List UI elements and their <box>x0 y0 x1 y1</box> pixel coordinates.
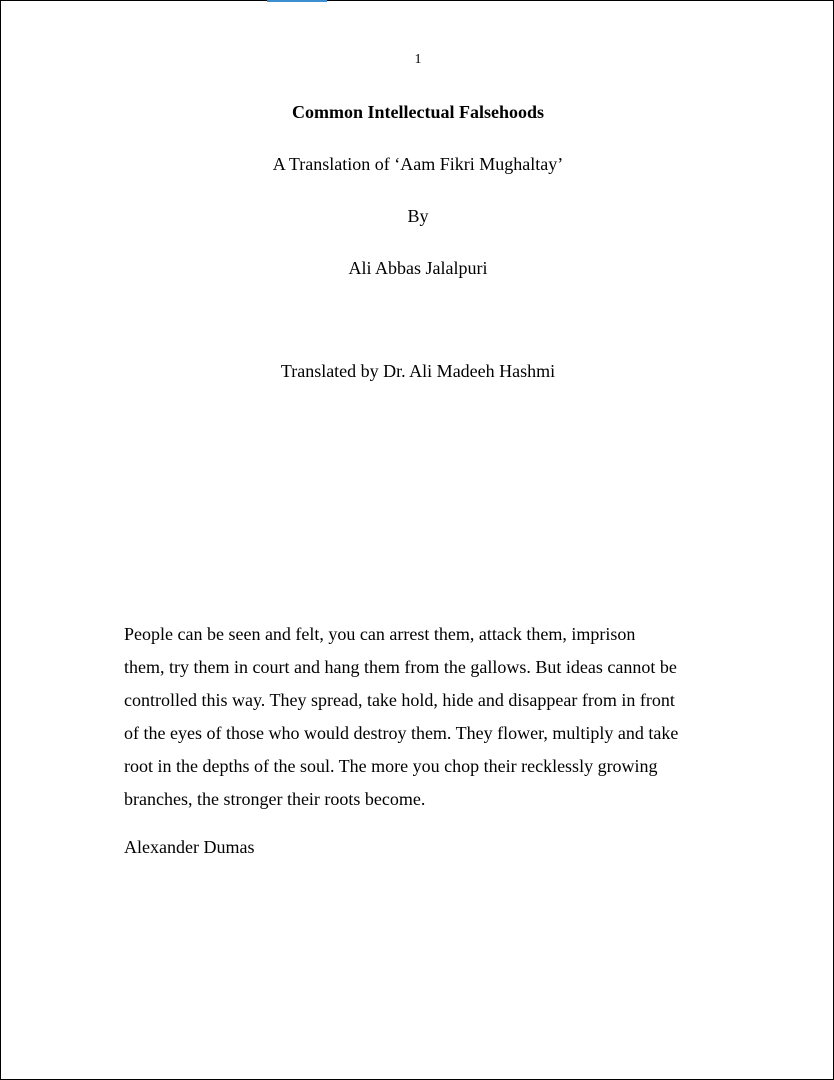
epigraph-line: of the eyes of those who would destroy them. They flower, multiply and take <box>124 723 679 743</box>
epigraph-quote <box>124 618 724 816</box>
epigraph-attribution: Alexander Dumas <box>124 837 255 857</box>
by-line: By <box>407 206 429 226</box>
epigraph-line: controlled this way. They spread, take hold, hide and disappear from in front <box>124 690 675 710</box>
selection-accent <box>267 0 327 2</box>
author-name: Ali Abbas Jalalpuri <box>348 258 488 278</box>
epigraph-line: People can be seen and felt, you can arrest them, attack them, imprison <box>124 624 636 644</box>
translator-credit: Translated by Dr. Ali Madeeh Hashmi <box>280 361 556 381</box>
page-number: 1 <box>414 52 422 67</box>
epigraph-line: them, try them in court and hang them from the gallows. But ideas cannot be <box>124 657 677 677</box>
epigraph-line: branches, the stronger their roots become. <box>124 789 426 809</box>
document-title: Common Intellectual Falsehoods <box>292 102 544 122</box>
epigraph-line: root in the depths of the soul. The more you chop their recklessly growing <box>124 756 658 776</box>
document-subtitle: A Translation of ‘Aam Fikri Mughaltay’ <box>272 154 564 174</box>
